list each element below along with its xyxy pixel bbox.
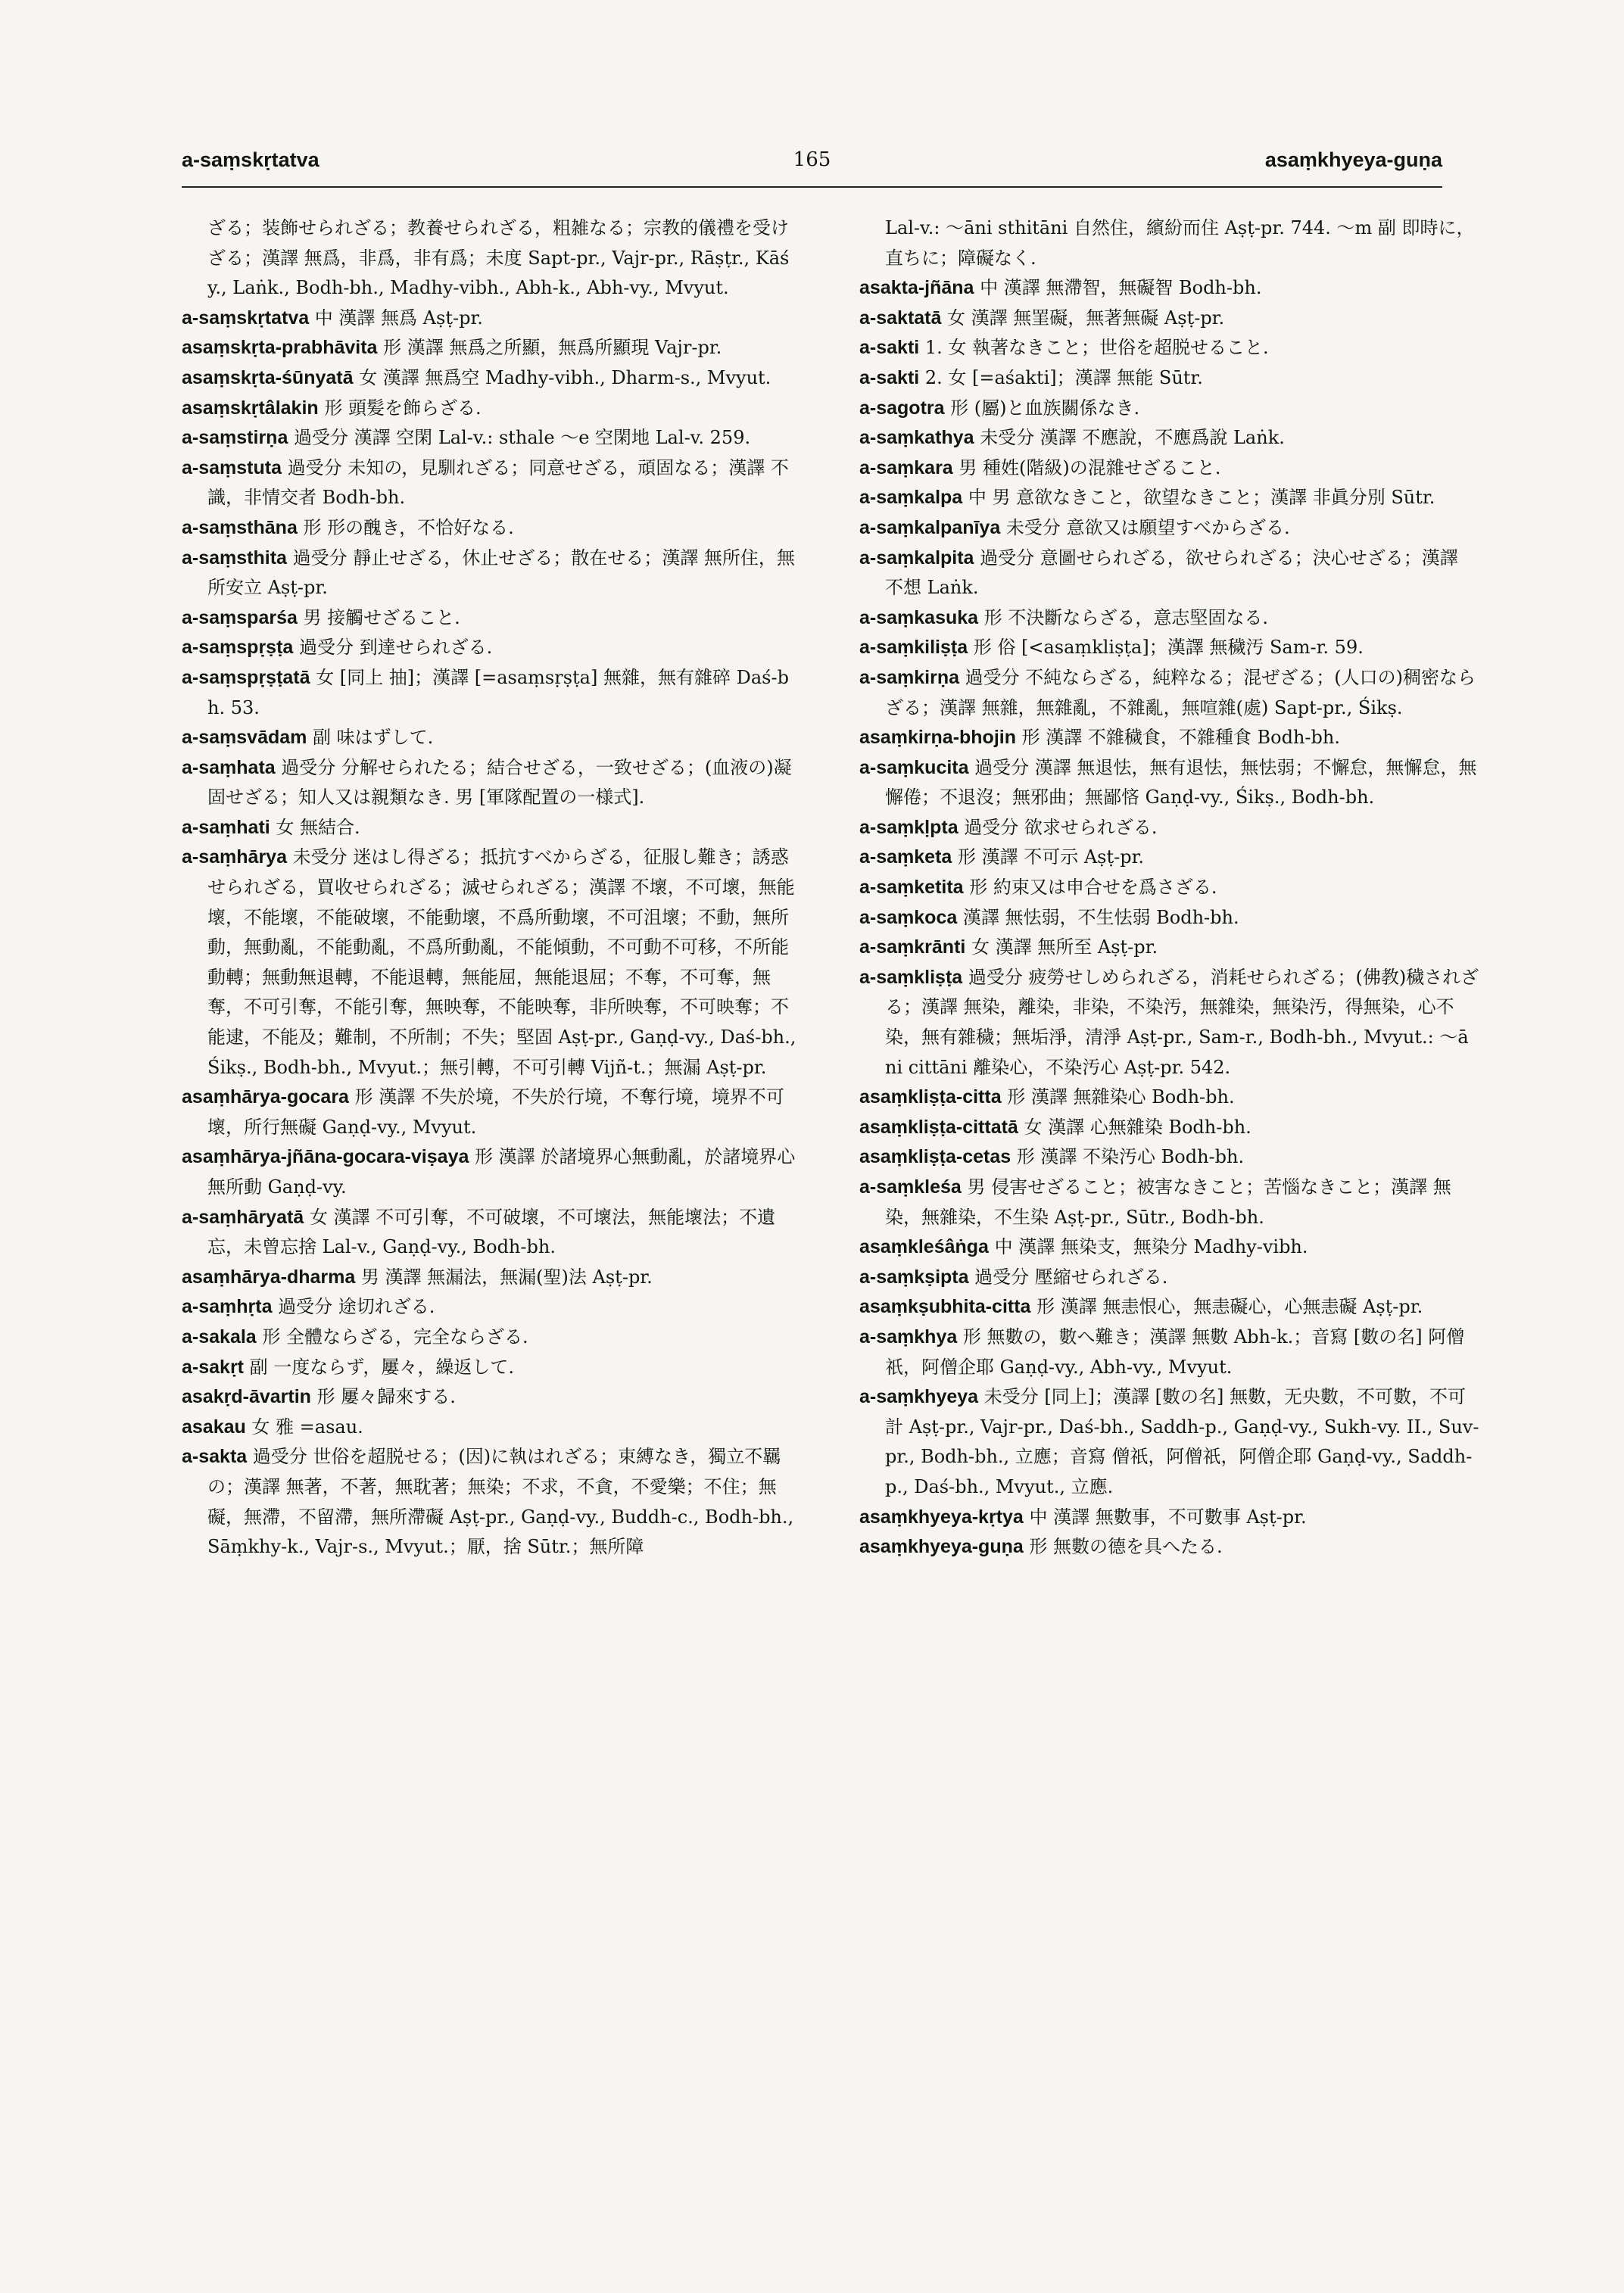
entry-headword: a-saṃkucita [859, 756, 969, 778]
dictionary-entry [182, 843, 803, 1083]
entry-headword: a-saṃkara [859, 456, 953, 478]
entry-definition: 女 漢譯 無所至 Aṣṭ-pr. [965, 936, 1158, 958]
entry-headword: a-saṃkhya [859, 1326, 958, 1347]
entry-definition: 形 漢譯 於諸境界心無動亂，於諸境界心無所動 Gaṇḍ-vy. [207, 1146, 796, 1198]
entry-headword: a-saṃhati [182, 816, 270, 838]
entry-definition: 2. 女 [=aśakti]；漢譯 無能 Sūtr. [919, 366, 1203, 388]
entry-definition: 女 漢譯 心無雜染 Bodh-bh. [1018, 1116, 1252, 1138]
entry-headword: asaṃhārya-dharma [182, 1266, 356, 1288]
dictionary-entry [182, 633, 803, 663]
dictionary-entry [182, 663, 803, 723]
entry-definition: 過受分 未知の，見馴れざる；同意せざる，頑固なる；漢譯 不識，非情交者 Bodh-bh. [207, 456, 789, 509]
dictionary-entry [182, 1323, 803, 1353]
dictionary-entry [859, 513, 1480, 544]
dictionary-entry [182, 363, 803, 394]
entry-definition: 中 漢譯 無染支，無染分 Madhy-vibh. [988, 1236, 1308, 1258]
entry-headword: a-saṃkoca [859, 906, 958, 928]
entry-headword: asaṃkhyeya-kṛtya [859, 1506, 1024, 1528]
dictionary-entry [182, 333, 803, 363]
entry-headword: a-saṃspṛṣṭa [182, 637, 294, 659]
dictionary-entry [182, 213, 803, 304]
entry-definition: 中 男 意欲なきこと，欲望なきこと；漢譯 非眞分別 Sūtr. [962, 487, 1435, 509]
dictionary-entry [182, 1413, 803, 1443]
entry-definition: 過受分 分解せられたる；結合せざる，一致せざる；(血液の)凝固せざる；知人又は親類なき. 男 [軍隊配置の一様式]. [207, 756, 792, 808]
entry-definition: 過受分 疲勞せしめられざる，消耗せられざる；(佛教)穢されざる；漢譯 無染，離染，非染，不染汚，無雜染，無染汚，得無染，心不染，無有雜穢；無垢淨，清淨 Aṣṭ-pr., Sam-r., Bodh-bh., Mvyut.: ～āni cittāni 離染心，不染汚心 Aṣṭ-pr. 542. [885, 966, 1479, 1078]
entry-definition: 形 漢譯 無雜染心 Bodh-bh. [1001, 1086, 1235, 1108]
entry-headword: a-saṃkḷpta [859, 816, 959, 838]
entry-headword: a-saṃstuta [182, 456, 282, 478]
dictionary-entry [859, 483, 1480, 513]
entry-definition: 漢譯 無怯弱，不生怯弱 Bodh-bh. [957, 906, 1239, 928]
dictionary-entry [182, 813, 803, 843]
entry-definition: 形 (屬)と血族關係なき. [944, 397, 1140, 419]
entry-definition: 中 漢譯 無滯智，無礙智 Bodh-bh. [974, 277, 1262, 299]
dictionary-entry [859, 873, 1480, 903]
entry-headword: asaṃhārya-jñāna-gocara-viṣaya [182, 1146, 469, 1168]
entry-headword: a-saṃstirṇa [182, 427, 288, 449]
entry-definition: 形 頭髪を飾らざる. [318, 397, 482, 419]
dictionary-entry [182, 423, 803, 453]
entry-headword: a-sakṛt [182, 1356, 244, 1378]
left-guide-word: a-saṃskṛtatva [182, 148, 320, 171]
entry-definition: 形 漢譯 不失於境，不失於行境，不奪行境，境界不可壞，所行無礙 Gaṇḍ-vy., Mvyut. [207, 1086, 784, 1138]
dictionary-entry [182, 1203, 803, 1263]
entry-headword: a-saṃkirṇa [859, 666, 960, 688]
entry-headword: asaṃkṣubhita-citta [859, 1296, 1031, 1318]
dictionary-entry [859, 1503, 1480, 1533]
dictionary-entry [182, 1442, 803, 1562]
entry-headword: a-saṃsthāna [182, 516, 298, 538]
dictionary-entry [859, 663, 1480, 723]
entry-definition: 過受分 世俗を超脱せる；(因)に執はれざる；束縛なき，獨立不羈の；漢譯 無著，不著，無耽著；無染；不求，不貪，不愛樂；不住；無礙，無滯，不留滯，無所滯礙 Aṣṭ-pr., Gaṇḍ-vy., Buddh-c., Bodh-bh., Sāṃkhy-k., Vajr-s., Mvyut.；厭，捨 Sūtr.；無所障 [207, 1446, 794, 1558]
entry-definition: 過受分 漢譯 空閑 Lal-v.: sthale ～e 空閑地 Lal-v. 259. [288, 427, 751, 449]
entry-definition: 未受分 迷はし得ざる；抵抗すべからざる，征服し難き；誘惑せられざる，買收せられざる；滅せられざる；漢譯 不壞，不可壞，無能壞，不能壞，不能破壞，不能動壞，不爲所動壞，不可沮壞；不動，無所動，無動亂，不能動亂，不爲所動亂，不能傾動，不可動不可移，不所能動轉；無動無退轉，不能退轉，無能屈，無能退屈；不奪，不可奪，無奪，不可引奪，不能引奪，無映奪，不能映奪，非所映奪，不可映奪；不能逮，不能及；難制，不所制；不失；堅固 Aṣṭ-pr., Gaṇḍ-vy., Daś-bh., Śikṣ., Bodh-bh., Mvyut.；無引轉，不可引轉 Vijñ-t.；無漏 Aṣṭ-pr. [207, 846, 796, 1078]
entry-headword: asakta-jñāna [859, 277, 974, 299]
dictionary-entry [859, 1142, 1480, 1173]
dictionary-entry [859, 1232, 1480, 1263]
right-column [859, 213, 1480, 1562]
entry-headword: a-saṃhata [182, 756, 276, 778]
dictionary-entry [859, 423, 1480, 453]
entry-definition: 副 一度ならず，屢々，繰返して. [244, 1356, 514, 1378]
entry-headword: asaṃkhyeya-guṇa [859, 1536, 1024, 1558]
dictionary-entry [859, 453, 1480, 484]
dictionary-entry [859, 1113, 1480, 1143]
entry-definition: 形 漢譯 無恚恨心，無恚礙心，心無恚礙 Aṣṭ-pr. [1030, 1296, 1423, 1318]
entry-headword: a-saṃskṛtatva [182, 307, 310, 329]
dictionary-entry [182, 1142, 803, 1202]
entry-headword: a-saṃhṛta [182, 1296, 273, 1318]
dictionary-entry [859, 544, 1480, 603]
dictionary-entry [182, 1382, 803, 1413]
entry-headword: a-saṃkalpanīya [859, 516, 1001, 538]
dictionary-entry [182, 1263, 803, 1293]
entry-headword: a-saṃhāryatā [182, 1206, 304, 1228]
dictionary-entry [859, 843, 1480, 873]
entry-headword: a-sagotra [859, 397, 945, 419]
entry-definition: 副 味はずして. [307, 727, 434, 749]
entry-definition: 形 俗 [<asaṃkliṣṭa]；漢譯 無穢汚 Sam-r. 59. [968, 637, 1364, 659]
entry-headword: a-saṃhārya [182, 846, 287, 868]
entry-definition: 女 漢譯 不可引奪，不可破壞，不可壞法，無能壞法；不遺忘，未曾忘捨 Lal-v., Gaṇḍ-vy., Bodh-bh. [207, 1206, 776, 1258]
entry-headword: a-saṃkleśa [859, 1176, 962, 1198]
entry-headword: a-sakti [859, 366, 920, 388]
dictionary-entry [182, 1292, 803, 1323]
entry-headword: a-saṃkathya [859, 427, 974, 449]
entry-headword: a-saṃkiliṣṭa [859, 637, 968, 659]
entry-definition: 形 漢譯 不可示 Aṣṭ-pr. [952, 846, 1145, 868]
dictionary-entry [859, 933, 1480, 963]
entry-definition: 形 約束又は申合せを爲さざる. [963, 877, 1217, 899]
dictionary-entry [859, 1292, 1480, 1323]
entry-headword: asaṃskṛta-śūnyatā [182, 366, 354, 388]
entry-headword: asaṃhārya-gocara [182, 1086, 349, 1108]
dictionary-entry [182, 723, 803, 753]
entry-definition: 形 不決斷ならざる，意志堅固なる. [978, 606, 1268, 628]
entry-definition: ざる；装飾せられざる；教養せられざる，粗雑なる；宗教的儀禮を受けざる；漢譯 無爲，非爲，非有爲；未度 Sapt-pr., Vajr-pr., Rāṣṭr., Kāśy., Laṅk., Bodh-bh., Madhy-vibh., Abh-k., Abh-vy., Mvyut. [207, 217, 790, 299]
entry-headword: asakau [182, 1416, 246, 1438]
entry-definition: 過受分 靜止せざる，休止せざる；散在せる；漢譯 無所住，無所安立 Aṣṭ-pr. [207, 547, 795, 599]
entry-headword: a-saṃkasuka [859, 606, 979, 628]
page-number: 165 [793, 148, 831, 171]
dictionary-entry [859, 394, 1480, 424]
entry-headword: asaṃkirṇa-bhojin [859, 727, 1016, 749]
entry-headword: a-saṃkṣipta [859, 1266, 969, 1288]
dictionary-entry [859, 1323, 1480, 1382]
entry-definition: 1. 女 執著なきこと；世俗を超脱せること. [919, 337, 1269, 359]
dictionary-entry [859, 1382, 1480, 1502]
page-header [182, 148, 1442, 182]
entry-definition: 男 漢譯 無漏法，無漏(聖)法 Aṣṭ-pr. [355, 1266, 653, 1288]
entry-headword: a-saṃketita [859, 877, 964, 899]
dictionary-entry [859, 963, 1480, 1083]
dictionary-entry [859, 273, 1480, 304]
dictionary-entry [859, 1173, 1480, 1232]
entry-definition: 形 漢譯 不染汚心 Bodh-bh. [1011, 1146, 1245, 1168]
entry-headword: a-sakta [182, 1446, 248, 1468]
entry-headword: asaṃskṛtâlakin [182, 397, 319, 419]
header-rule [182, 186, 1442, 188]
entry-headword: asaṃkliṣṭa-cetas [859, 1146, 1011, 1168]
right-guide-word: asaṃkhyeya-guṇa [1264, 148, 1442, 171]
entry-definition: 過受分 途切れざる. [272, 1296, 435, 1318]
entry-headword: asaṃkleśâṅga [859, 1236, 989, 1258]
entry-definition: 未受分 漢譯 不應說，不應爲說 Laṅk. [974, 427, 1285, 449]
entry-definition: 形 漢譯 無爲之所顯，無爲所顯現 Vajr-pr. [377, 337, 722, 359]
entry-definition: 形 形の醜き，不恰好なる. [297, 516, 514, 538]
entry-definition: 中 漢譯 無爲 Aṣṭ-pr. [309, 307, 483, 329]
entry-headword: a-saṃkliṣṭa [859, 966, 963, 988]
entry-definition: 形 全體ならざる，完全ならざる. [256, 1326, 528, 1347]
entry-definition: Lal-v.: ～āni sthitāni 自然住，繽紛而住 Aṣṭ-pr. 744. ～m 副 即時に，直ちに；障礙なく. [885, 217, 1475, 269]
dictionary-entry [859, 363, 1480, 394]
entry-headword: a-saṃspṛṣṭatā [182, 666, 310, 688]
entry-headword: a-sakala [182, 1326, 257, 1347]
entry-definition: 男 種姓(階級)の混雜せざること. [952, 456, 1221, 478]
entry-headword: a-saṃsvādam [182, 727, 307, 749]
entry-headword: a-saṃkrānti [859, 936, 966, 958]
dictionary-entry [182, 544, 803, 603]
dictionary-entry [182, 453, 803, 513]
entry-headword: a-saṃketa [859, 846, 952, 868]
dictionary-entry [859, 813, 1480, 843]
entry-headword: a-saṃsparśa [182, 606, 298, 628]
dictionary-entry [859, 723, 1480, 753]
dictionary-entry [859, 903, 1480, 933]
entry-definition: 過受分 不純ならざる，純粹なる；混ぜざる；(人口の)稠密ならざる；漢譯 無雜，無雜亂，不雜亂，無喧雜(處) Sapt-pr., Śikṣ. [885, 666, 1476, 718]
entry-definition: 中 漢譯 無數事，不可數事 Aṣṭ-pr. [1023, 1506, 1307, 1528]
entry-headword: asakṛd-āvartin [182, 1386, 311, 1408]
entry-headword: a-saṃkhyeya [859, 1386, 979, 1408]
entry-definition: 過受分 欲求せられざる. [958, 816, 1158, 838]
entry-definition: 男 侵害せざること；被害なきこと；苦惱なきこと；漢譯 無染，無雜染，不生染 Aṣṭ-pr., Sūtr., Bodh-bh. [885, 1176, 1451, 1228]
entry-definition: 形 屢々歸來する. [310, 1386, 456, 1408]
entry-definition: 女 [同上 抽]；漢譯 [=asaṃsṛṣṭa] 無雜，無有雜碎 Daś-bh. 53. [207, 666, 789, 718]
entry-definition: 女 雅 =asau. [245, 1416, 363, 1438]
dictionary-entry [182, 394, 803, 424]
left-column [182, 213, 803, 1562]
entry-definition: 女 漢譯 無罣礙，無著無礙 Aṣṭ-pr. [941, 307, 1225, 329]
dictionary-entry [182, 603, 803, 634]
entry-headword: asaṃkliṣṭa-citta [859, 1086, 1002, 1108]
entry-headword: asaṃkliṣṭa-cittatā [859, 1116, 1018, 1138]
entry-definition: 男 接觸せざること. [297, 606, 460, 628]
entry-headword: a-saṃkalpa [859, 487, 963, 509]
entry-definition: 過受分 壓縮せられざる. [968, 1266, 1168, 1288]
dictionary-entry [182, 304, 803, 334]
dictionary-entry [182, 753, 803, 813]
entry-headword: asaṃskṛta-prabhāvita [182, 337, 378, 359]
entry-definition: 過受分 意圖せられざる，欲せられざる；決心せざる；漢譯 不想 Laṅk. [885, 547, 1458, 599]
entry-definition: 過受分 到達せられざる. [293, 637, 493, 659]
entry-headword: a-sakti [859, 337, 920, 359]
dictionary-entry [182, 1353, 803, 1383]
entry-definition: 形 無數の，數へ難き；漢譯 無數 Abh-k.；音寫 [數の名] 阿僧祇，阿僧企耶 Gaṇḍ-vy., Abh-vy., Mvyut. [885, 1326, 1465, 1378]
dictionary-entry [859, 633, 1480, 663]
dictionary-entry [859, 1083, 1480, 1113]
entry-definition: 女 漢譯 無爲空 Madhy-vibh., Dharm-s., Mvyut. [353, 366, 771, 388]
entry-definition: 未受分 [同上]；漢譯 [數の名] 無數，无央數，不可數，不可計 Aṣṭ-pr., Vajr-pr., Daś-bh., Saddh-p., Gaṇḍ-vy., Sukh-vy. II., Suv-pr., Bodh-bh., 立應；音寫 僧祇，阿僧祇，阿僧企耶 Gaṇḍ-vy., Saddh-p., Daś-bh., Mvyut., 立應. [885, 1386, 1479, 1497]
dictionary-entry [182, 513, 803, 544]
dictionary-entry [859, 213, 1480, 273]
dictionary-entry [859, 753, 1480, 813]
entry-headword: a-saṃsthita [182, 547, 287, 569]
dictionary-entry [859, 1532, 1480, 1562]
entry-definition: 形 漢譯 不雜穢食，不雜種食 Bodh-bh. [1016, 727, 1340, 749]
dictionary-entry [182, 1083, 803, 1142]
dictionary-entry [859, 333, 1480, 363]
entry-definition: 未受分 意欲又は願望すべからざる. [1000, 516, 1290, 538]
entry-definition: 女 無結合. [270, 816, 360, 838]
entry-definition: 形 無數の德を具へたる. [1023, 1536, 1223, 1558]
entry-headword: a-saṃkalpita [859, 547, 974, 569]
dictionary-entry [859, 304, 1480, 334]
entry-headword: a-saktatā [859, 307, 942, 329]
dictionary-entry [859, 603, 1480, 634]
entry-definition: 過受分 漢譯 無退怯，無有退怯，無怯弱；不懈怠，無懈怠，無懈倦；不退沒；無邪曲；無鄙悋 Gaṇḍ-vy., Śikṣ., Bodh-bh. [885, 756, 1477, 808]
dictionary-entry [859, 1263, 1480, 1293]
